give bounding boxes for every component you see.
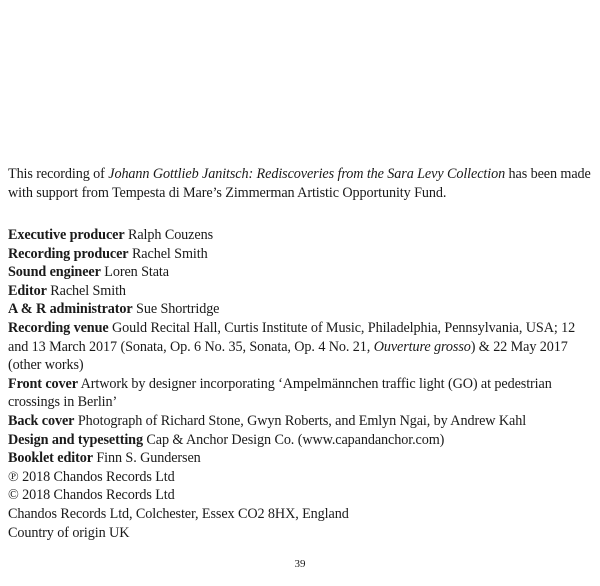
- credit-sound-engineer: [8, 263, 596, 282]
- credit-label: Recording producer: [8, 245, 129, 262]
- credit-value: Photograph of Richard Stone, Gwyn Roberts, and Emlyn Ngai, by Andrew Kahl: [74, 412, 527, 429]
- label-address: Chandos Records Ltd, Colchester, Essex CO2 8HX, England: [8, 505, 349, 522]
- credit-value: Loren Stata: [100, 264, 169, 281]
- credit-label: Recording venue: [8, 319, 109, 336]
- copyright: © 2018 Chandos Records Ltd: [8, 487, 175, 504]
- credit-label: Executive producer: [8, 227, 125, 243]
- credit-label: Booklet editor: [8, 450, 93, 467]
- credit-back-cover: [8, 412, 596, 431]
- credit-design-typesetting: [8, 431, 596, 450]
- work-title: Ouverture grosso: [373, 338, 471, 355]
- support-prefix: This recording of: [8, 166, 109, 183]
- credit-value: Gould Recital Hall, Curtis Institute of Music, Philadelphia, Pennsylvania, USA; 12 and 13 March 2017 (Sonata, Op. 6 No. 35, Sonata, Op. 4 No. 21,: [8, 319, 576, 355]
- credit-value: Ralph Couzens: [124, 227, 213, 243]
- phonogram-copyright: ℗ 2018 Chandos Records Ltd: [8, 468, 175, 485]
- credit-label: Front cover: [8, 375, 78, 392]
- credit-label: Sound engineer: [8, 264, 101, 281]
- credits-list: [8, 226, 596, 542]
- credit-label: Back cover: [8, 412, 75, 429]
- credit-ar-administrator: [8, 300, 596, 319]
- credit-value: Rachel Smith: [46, 282, 126, 299]
- credit-recording-venue: [8, 319, 596, 375]
- credit-value: Cap & Anchor Design Co. (www.capandanchor.com): [142, 431, 445, 448]
- support-statement: [8, 165, 594, 203]
- country-of-origin: Country of origin UK: [8, 524, 130, 541]
- support-suffix: has been made with support from Tempesta di Mare’s Zimmerman Artistic Opportunity Fund.: [8, 166, 591, 202]
- credit-executive-producer: [8, 226, 596, 245]
- credit-value: Artwork by designer incorporating ‘Ampelmännchen traffic light (GO) at pedestrian crossings in Berlin’: [8, 375, 552, 411]
- credit-value: Rachel Smith: [128, 245, 208, 262]
- album-title: Johann Gottlieb Janitsch: Rediscoveries from the Sara Levy Collection: [108, 166, 506, 183]
- credit-label: Editor: [8, 282, 47, 299]
- credit-label: A & R administrator: [8, 301, 133, 318]
- page-number: 39: [294, 558, 306, 570]
- credit-value: Finn S. Gundersen: [92, 450, 201, 467]
- credit-editor: [8, 282, 596, 301]
- credit-recording-producer: [8, 245, 596, 264]
- credit-front-cover: [8, 375, 596, 412]
- credit-value-cont: ) & 22 May 2017 (other works): [8, 338, 568, 374]
- credit-label: Design and typesetting: [8, 431, 143, 448]
- credit-value: Sue Shortridge: [132, 301, 220, 318]
- credit-booklet-editor: [8, 449, 596, 468]
